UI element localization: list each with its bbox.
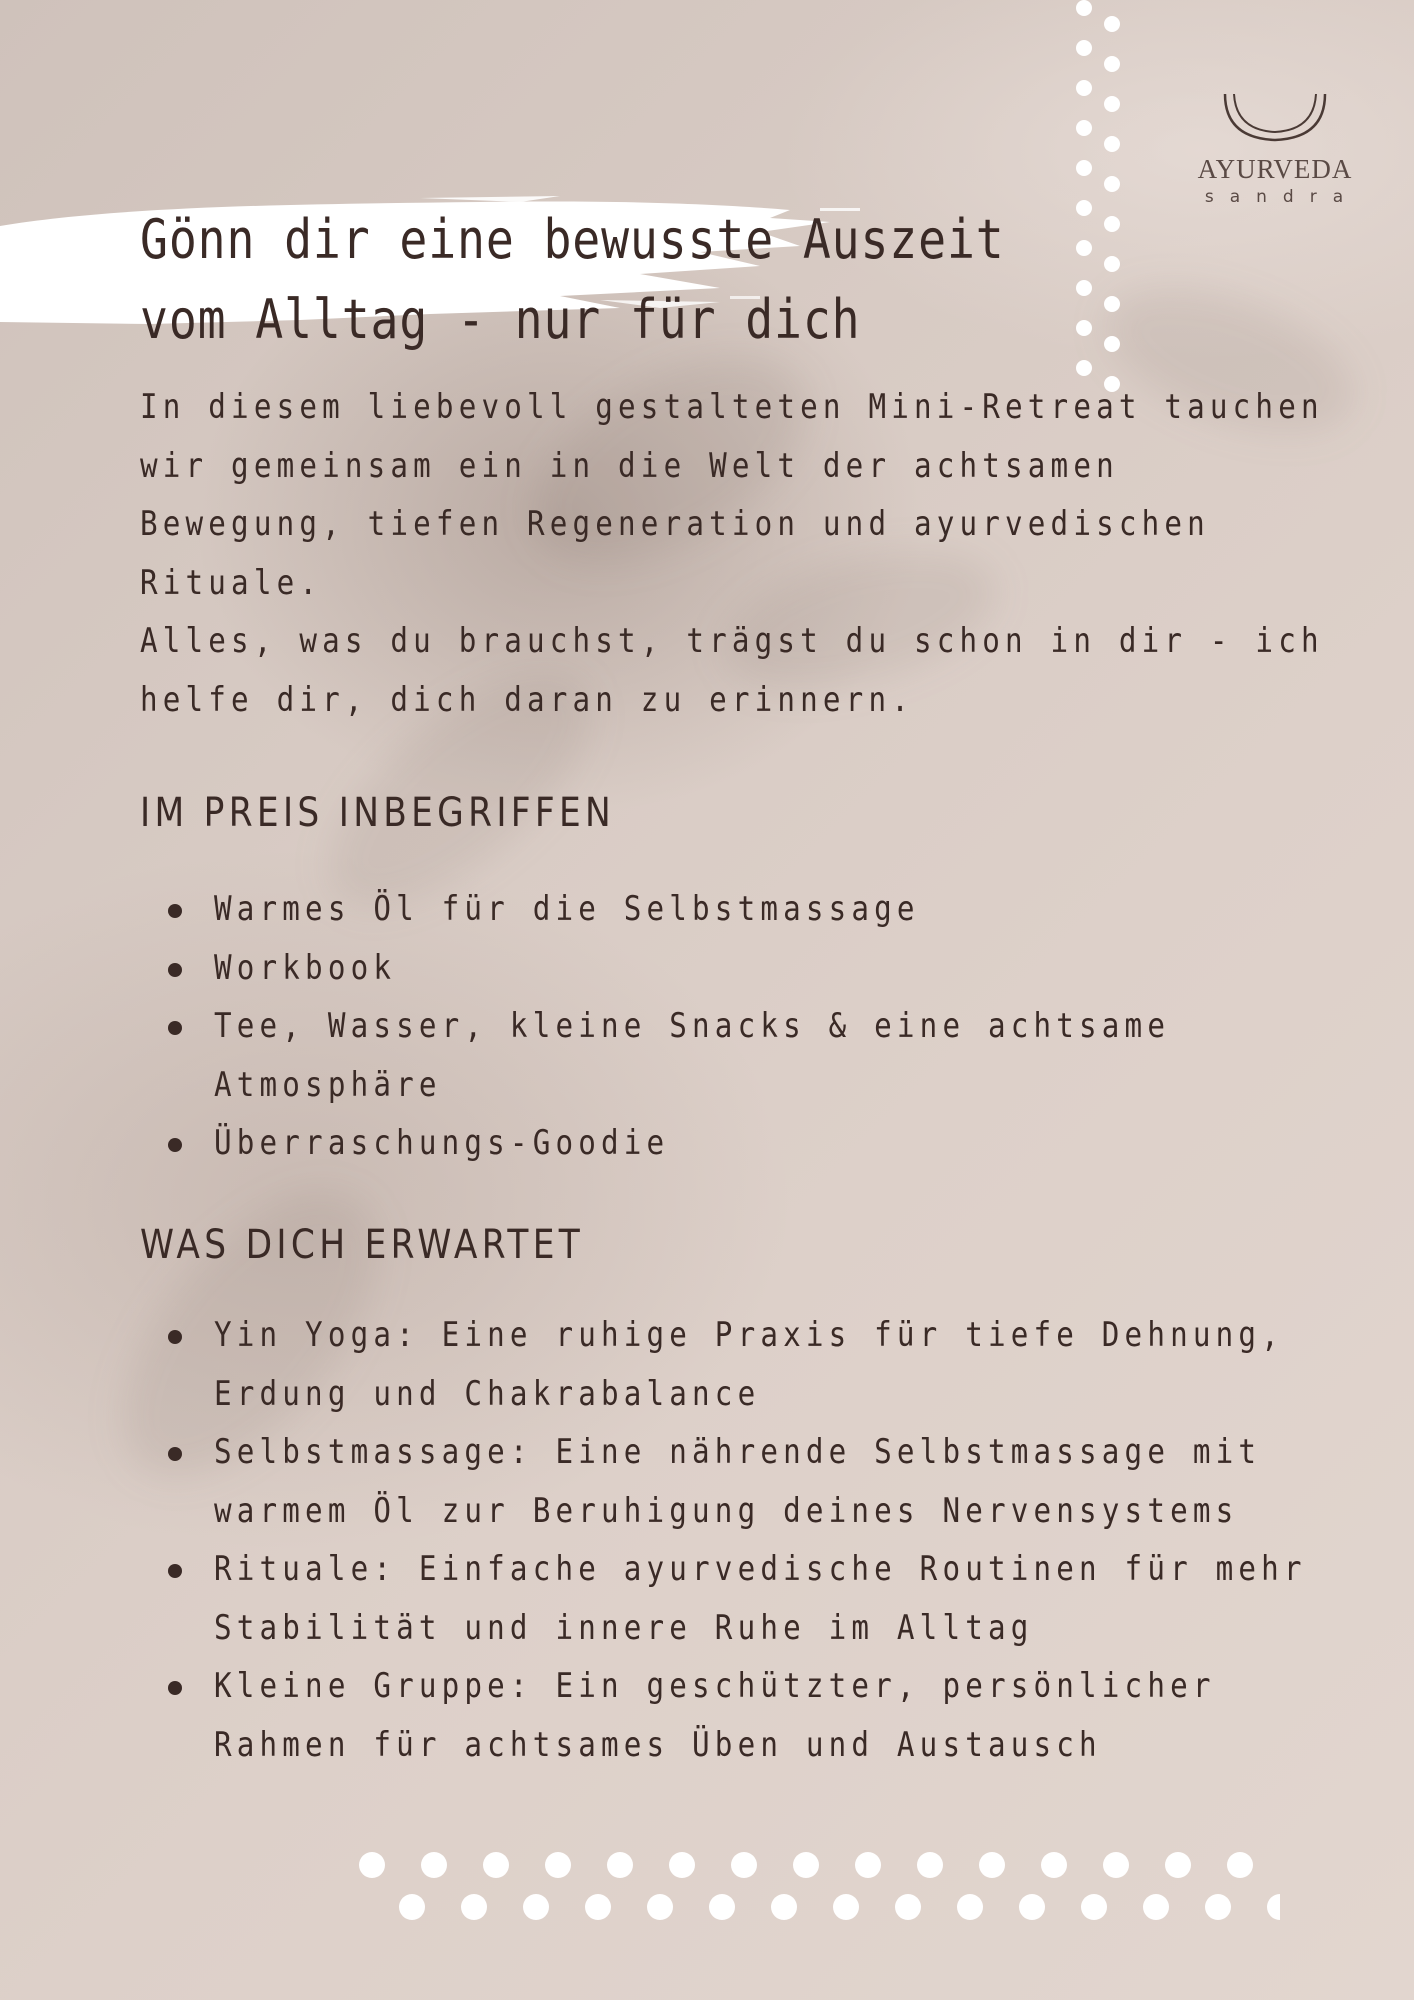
- decorative-dot: [461, 1894, 487, 1920]
- list-item-line: Workbook: [214, 947, 397, 988]
- intro-line: Rituale.: [140, 562, 323, 603]
- bullet-icon: [168, 1564, 182, 1578]
- list-item-line: Atmosphäre: [214, 1064, 442, 1105]
- included-list: [140, 880, 1326, 1173]
- decorative-dot: [585, 1894, 611, 1920]
- double-arc-icon: [1220, 90, 1330, 150]
- intro-line: Alles, was du brauchst, trägst du schon in dir - ich: [140, 621, 1324, 661]
- decorative-dot: [1267, 1894, 1280, 1920]
- bullet-icon: [168, 1138, 182, 1152]
- decorative-dot: [647, 1894, 673, 1920]
- decorative-dot: [979, 1852, 1005, 1878]
- list-item-line: Tee, Wasser, kleine Snacks & eine achtsame: [214, 1006, 1171, 1046]
- expect-list: [140, 1306, 1414, 1774]
- section-title-included: IM PREIS INBEGRIFFEN: [140, 790, 616, 836]
- list-item: [140, 880, 1326, 939]
- decorative-dot: [1104, 56, 1120, 72]
- decorative-dot: [1081, 1894, 1107, 1920]
- decorative-dot: [1076, 160, 1092, 176]
- list-item-line: Erdung und Chakrabalance: [214, 1373, 761, 1414]
- list-item-line: warmem Öl zur Beruhigung deines Nervensystems: [214, 1490, 1239, 1531]
- logo-subname: sandra: [1204, 187, 1360, 207]
- list-item: [140, 997, 1326, 1114]
- list-item-line: Kleine Gruppe: Ein geschützter, persönlicher: [214, 1666, 1216, 1706]
- decorative-dot: [1104, 176, 1120, 192]
- main-content: [140, 200, 1340, 729]
- list-item-line: Rituale: Einfache ayurvedische Routinen für mehr: [214, 1549, 1307, 1589]
- decorative-dot: [545, 1852, 571, 1878]
- brand-logo: [1180, 90, 1370, 207]
- bullet-icon: [168, 1681, 182, 1695]
- decorative-dot: [793, 1852, 819, 1878]
- list-item: [140, 1540, 1414, 1657]
- decorative-dot: [731, 1852, 757, 1878]
- decorative-dot: [895, 1894, 921, 1920]
- list-item-line: Überraschungs-Goodie: [214, 1123, 670, 1163]
- intro-line: Bewegung, tiefen Regeneration und ayurvedischen: [140, 504, 1210, 544]
- bullet-icon: [168, 904, 182, 918]
- decorative-dot: [833, 1894, 859, 1920]
- decorative-dot: [709, 1894, 735, 1920]
- decorative-dot: [917, 1852, 943, 1878]
- decorative-dot: [421, 1852, 447, 1878]
- headline: [140, 200, 1172, 360]
- decorative-dot: [1143, 1894, 1169, 1920]
- intro-line: wir gemeinsam ein in die Welt der achtsamen: [140, 445, 1119, 486]
- decorative-dot: [1076, 0, 1092, 16]
- decorative-dot: [855, 1852, 881, 1878]
- list-item-line: Rahmen für achtsames Üben und Austausch: [214, 1724, 1102, 1765]
- section-title-expect: WAS DICH ERWARTET: [140, 1222, 585, 1268]
- list-item-line: Warmes Öl für die Selbstmassage: [214, 889, 920, 929]
- list-item: [140, 939, 1326, 998]
- headline-line: Gönn dir eine bewusste Auszeit: [140, 208, 1005, 271]
- decorative-dot: [359, 1852, 385, 1878]
- list-item: [140, 1114, 1326, 1173]
- list-item-line: Selbstmassage: Eine nährende Selbstmassage mit: [214, 1432, 1262, 1472]
- intro-paragraph: [140, 378, 1324, 729]
- decorative-dot: [523, 1894, 549, 1920]
- decorative-dots-bottom: [350, 1845, 1280, 1930]
- decorative-dot: [1227, 1852, 1253, 1878]
- list-item-line: Yin Yoga: Eine ruhige Praxis für tiefe Dehnung,: [214, 1315, 1284, 1355]
- logo-name: AYURVEDA: [1197, 154, 1353, 184]
- decorative-dot: [1076, 40, 1092, 56]
- decorative-dot: [399, 1894, 425, 1920]
- list-item: [140, 1306, 1414, 1423]
- bullet-icon: [168, 1447, 182, 1461]
- decorative-dot: [1076, 120, 1092, 136]
- list-item-line: Stabilität und innere Ruhe im Alltag: [214, 1607, 1034, 1648]
- decorative-dot: [669, 1852, 695, 1878]
- decorative-dot: [1076, 80, 1092, 96]
- decorative-dot: [483, 1852, 509, 1878]
- decorative-dot: [1205, 1894, 1231, 1920]
- decorative-dot: [1019, 1894, 1045, 1920]
- bullet-icon: [168, 1330, 182, 1344]
- bullet-icon: [168, 1021, 182, 1035]
- decorative-dot: [607, 1852, 633, 1878]
- headline-line: vom Alltag - nur für dich: [140, 288, 861, 351]
- bullet-icon: [168, 963, 182, 977]
- decorative-dot: [1103, 1852, 1129, 1878]
- list-item: [140, 1423, 1414, 1540]
- decorative-dot: [771, 1894, 797, 1920]
- decorative-dot: [1165, 1852, 1191, 1878]
- decorative-dot: [1104, 136, 1120, 152]
- intro-line: helfe dir, dich daran zu erinnern.: [140, 679, 914, 720]
- decorative-dot: [1041, 1852, 1067, 1878]
- decorative-dot: [1104, 96, 1120, 112]
- intro-line: In diesem liebevoll gestalteten Mini-Retreat tauchen: [140, 387, 1324, 427]
- list-item: [140, 1657, 1414, 1774]
- decorative-dot: [1104, 16, 1120, 32]
- decorative-dot: [957, 1894, 983, 1920]
